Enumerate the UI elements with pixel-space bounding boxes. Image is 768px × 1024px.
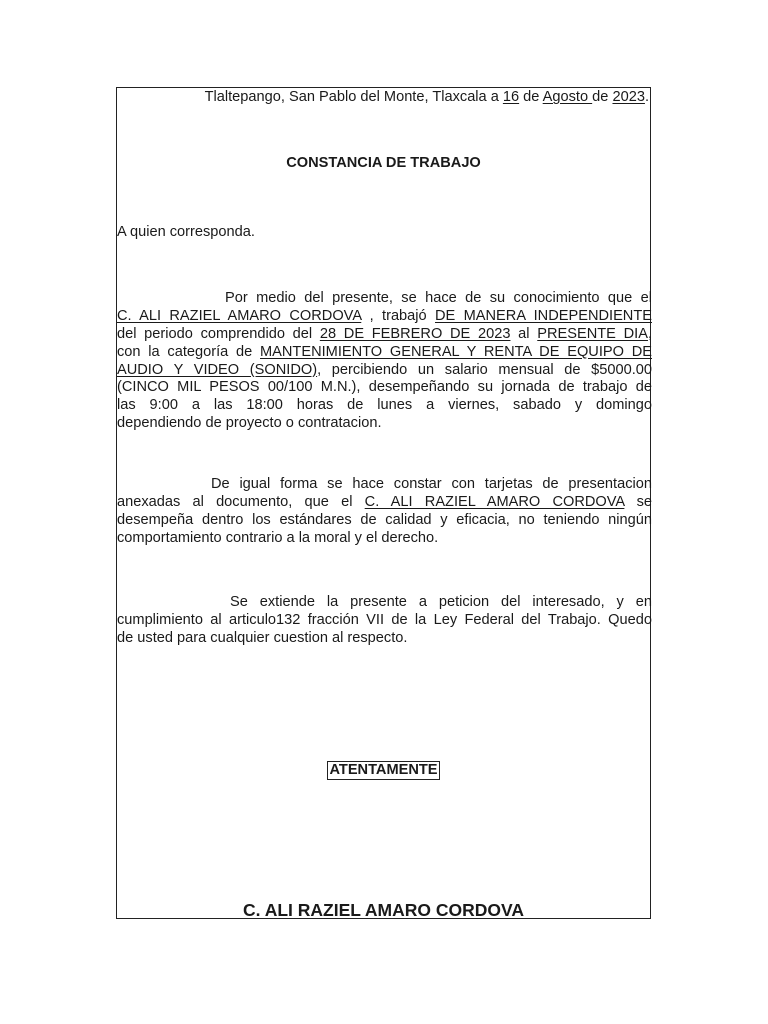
paragraph-conduct xyxy=(117,476,652,548)
p1-line-5 xyxy=(117,362,652,380)
p1-text-period: del periodo comprendido del xyxy=(117,325,320,342)
p3-line-3: de usted para cualquier cuestion al respecto. xyxy=(117,629,408,646)
employee-name-2: C. ALI RAZIEL AMARO CORDOVA xyxy=(364,493,625,510)
employee-name: C. ALI RAZIEL AMARO CORDOVA xyxy=(117,307,362,324)
p1-text-category: con la categoría de xyxy=(117,343,260,360)
paragraph-employment xyxy=(117,290,652,433)
greeting: A quien corresponda. xyxy=(117,224,255,240)
p1-comma: , xyxy=(647,325,653,342)
date-sep-1: de xyxy=(519,89,543,105)
date-day: 16 xyxy=(502,89,520,105)
category-part-2: AUDIO Y VIDEO (SONIDO) xyxy=(117,361,318,378)
date-month: Agosto xyxy=(542,89,593,105)
p2-line-2 xyxy=(117,494,652,512)
closing-wrapper xyxy=(117,761,650,780)
category-part-1: MANTENIMIENTO GENERAL Y RENTA DE EQUIPO DE xyxy=(260,343,652,360)
signature-name: C. ALI RAZIEL AMARO CORDOVA xyxy=(243,900,524,920)
p2-line-4: comportamiento contrario a la moral y el derecho. xyxy=(117,529,439,546)
p2-line-1: De igual forma se hace constar con tarjetas de presentacion xyxy=(211,476,652,492)
p1-line-8: dependiendo de proyecto o contratacion. xyxy=(117,415,382,432)
paragraph-extension xyxy=(117,594,652,648)
document-frame xyxy=(116,87,651,919)
closing-atentamente: ATENTAMENTE xyxy=(329,762,438,778)
p3-line-2: cumplimiento al articulo132 fracción VII de la Ley Federal del Trabajo. Quedo xyxy=(117,611,652,628)
p1-line-6: (CINCO MIL PESOS 00/100 M.N.), desempeñando su jornada de trabajo de xyxy=(117,379,652,396)
p2-text-se: se xyxy=(624,493,652,510)
date-line xyxy=(117,89,650,105)
p1-text-salary: , percibiendo un salario mensual de $5000.00 xyxy=(317,361,653,378)
p3-line-1: Se extiende la presente a peticion del interesado, y en xyxy=(230,594,652,610)
p1-line-4 xyxy=(117,344,652,362)
date-place: Tlaltepango, San Pablo del Monte, Tlaxcala a xyxy=(204,89,503,105)
p1-text-worked: , trabajó xyxy=(361,307,435,324)
start-date: 28 DE FEBRERO DE 2023 xyxy=(319,325,511,342)
p1-text-al: al xyxy=(510,325,538,342)
date-sep-2: de xyxy=(592,89,613,105)
p2-text-annexed: anexadas al documento, que el xyxy=(117,493,365,510)
p1-line-1: Por medio del presente, se hace de su conocimiento que el xyxy=(225,290,652,306)
p1-line-7: las 9:00 a las 18:00 horas de lunes a viernes, sabado y domingo xyxy=(117,397,652,414)
p1-line-2 xyxy=(117,308,652,326)
document-title: CONSTANCIA DE TRABAJO xyxy=(286,155,481,171)
end-date: PRESENTE DIA xyxy=(537,325,648,342)
p1-line-3 xyxy=(117,326,652,344)
date-year: 2023 xyxy=(612,89,645,105)
date-end: . xyxy=(644,89,649,105)
work-mode: DE MANERA INDEPENDIENTE xyxy=(435,307,652,324)
p2-line-3: desempeña dentro los estándares de calidad y eficacia, no teniendo ningún xyxy=(117,511,652,528)
